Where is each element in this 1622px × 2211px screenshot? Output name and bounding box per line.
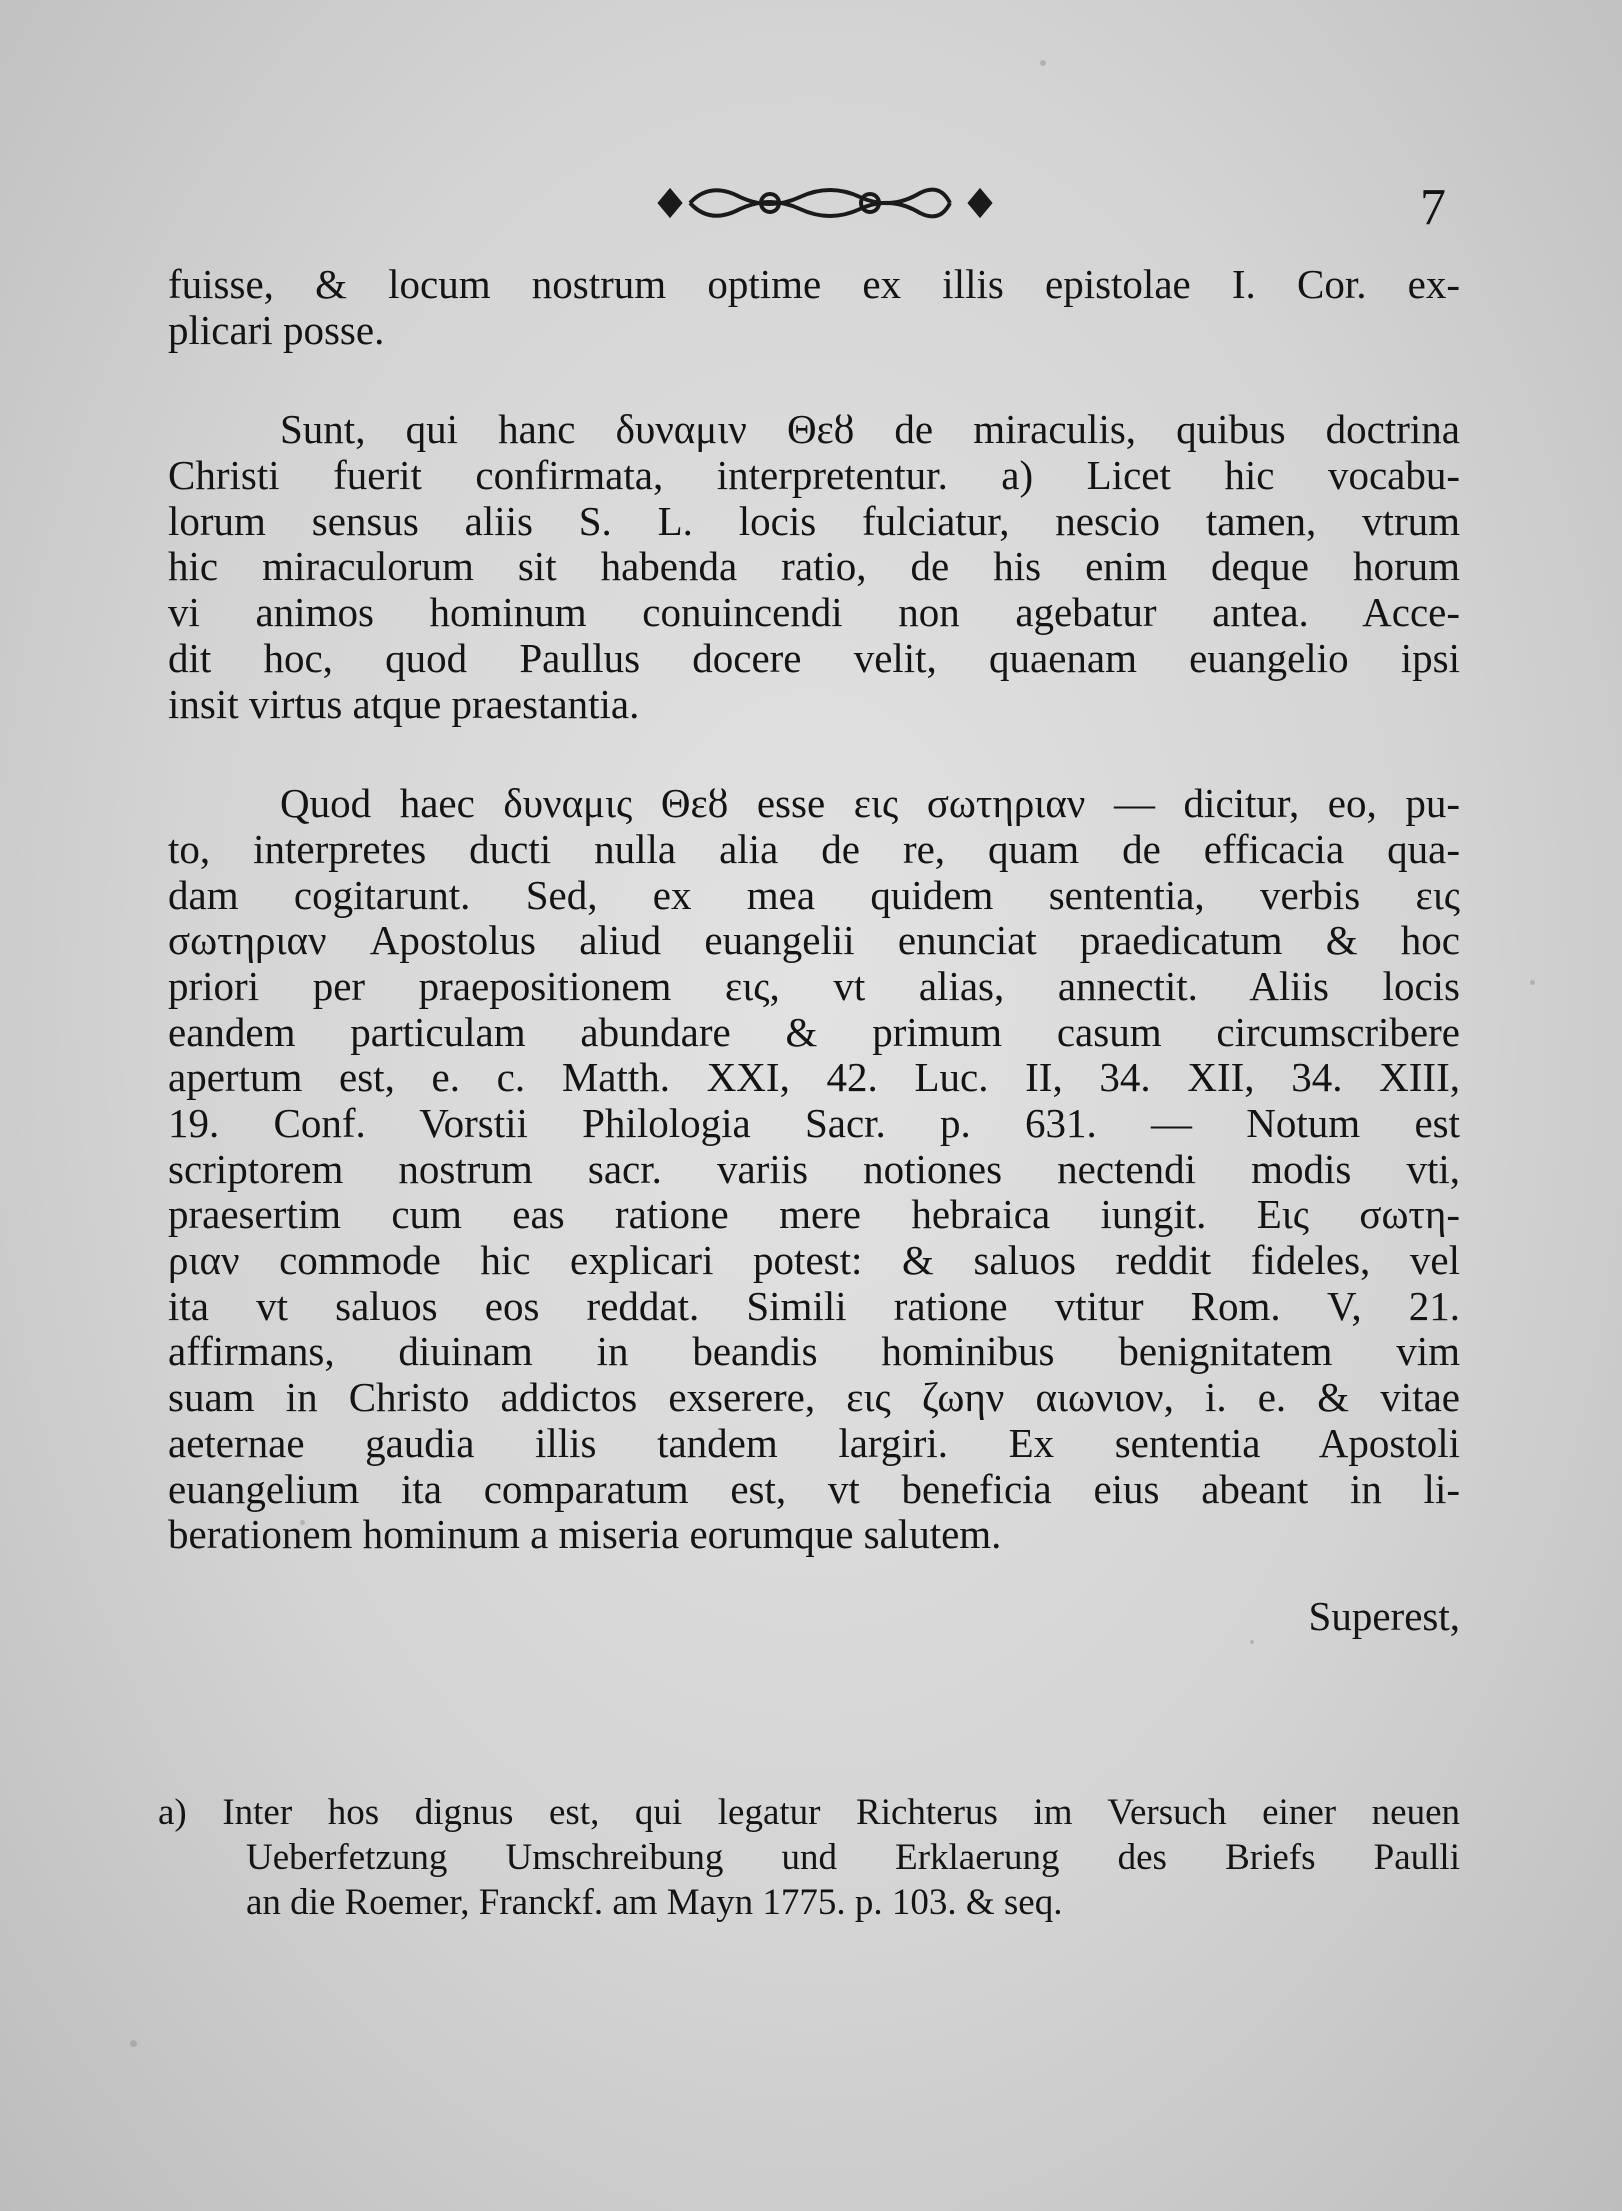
text-line: vi animos hominum conuincendi non agebatur antea. Acce- [168, 590, 1460, 636]
text-line: euangelium ita comparatum est, vt beneficia eius abeant in li- [168, 1466, 1460, 1512]
text-line: fuisse, & locum nostrum optime ex illis epistolae I. Cor. ex- [168, 262, 1460, 307]
text-line: ριαν commode hic explicari potest: & saluos reddit fideles, vel [168, 1238, 1460, 1284]
line-gap [168, 1558, 1460, 1594]
paper-speck [1040, 60, 1046, 66]
paper-speck [1250, 1640, 1254, 1644]
text-line: hic miraculorum sit habenda ratio, de his enim deque horum [168, 544, 1460, 590]
text-line: insit virtus atque praestantia. [168, 681, 640, 727]
text-line: scriptorem nostrum sacr. variis notiones nectendi modis vti, [168, 1146, 1460, 1192]
text-line: dam cogitarunt. Sed, ex mea quidem sententia, verbis εις [168, 872, 1460, 918]
paper-speck [300, 1520, 305, 1525]
text-line: plicari posse. [168, 307, 385, 353]
decorative-scroll-ornament-icon [640, 168, 1000, 238]
text-line: berationem hominum a miseria eorumque salutem. [168, 1512, 1002, 1558]
footnote-text: Inter hos dignus est, qui legatur Richterus im Versuch einer neuen [222, 1792, 1460, 1833]
paper-speck [130, 2040, 137, 2047]
footnote [158, 1790, 1460, 1925]
text-line: eandem particulam abundare & primum casum circumscribere [168, 1009, 1460, 1055]
text-line: σωτηριαν Apostolus aliud euangelii enunciat praedicatum & hoc [168, 918, 1460, 964]
text-line: suam in Christo addictos exserere, εις ζωην αιωνιον, i. e. & vitae [168, 1375, 1460, 1421]
text-line: affirmans, diuinam in beandis hominibus benignitatem vim [168, 1329, 1460, 1375]
text-line: to, interpretes ducti nulla alia de re, quam de efficacia qua- [168, 826, 1460, 872]
text-line: Christi fuerit confirmata, interpretentur. a) Licet hic vocabu- [168, 453, 1460, 499]
paragraph-gap [168, 353, 1460, 407]
catchword: Superest, [1308, 1593, 1460, 1639]
text-line: dit hoc, quod Paullus docere velit, quaenam euangelio ipsi [168, 635, 1460, 681]
footnote-line: an die Roemer, Franckf. am Mayn 1775. p. 103. & seq. [246, 1882, 1063, 1923]
text-line: Quod haec δυναμις Θεȣ esse εις σωτηριαν — dicitur, eo, pu- [280, 781, 1460, 827]
text-line: lorum sensus aliis S. L. locis fulciatur, nescio tamen, vtrum [168, 498, 1460, 544]
text-line: 19. Conf. Vorstii Philologia Sacr. p. 631. — Notum est [168, 1101, 1460, 1146]
paper-speck [1530, 980, 1535, 985]
main-text [168, 262, 1460, 1640]
page-number: 7 [1420, 179, 1446, 236]
footnote-line: Ueberfetzung Umschreibung und Erklaerung des Briefs Paulli [246, 1837, 1460, 1878]
text-line: priori per praepositionem εις, vt alias, annectit. Aliis locis [168, 963, 1460, 1009]
footnote-line [158, 1790, 1460, 1835]
text-line: Sunt, qui hanc δυναμιν Θεȣ de miraculis, quibus doctrina [280, 407, 1460, 453]
footnote-marker: a) [158, 1792, 187, 1833]
paragraph-gap [168, 727, 1460, 781]
text-line: apertum est, e. c. Matth. XXI, 42. Luc. II, 34. XII, 34. XIII, [168, 1055, 1460, 1101]
text-line: aeternae gaudia illis tandem largiri. Ex sententia Apostoli [168, 1420, 1460, 1466]
text-line: praesertim cum eas ratione mere hebraica iungit. Εις σωτη- [168, 1192, 1460, 1238]
text-line: ita vt saluos eos reddat. Simili ratione vtitur Rom. V, 21. [168, 1283, 1460, 1329]
